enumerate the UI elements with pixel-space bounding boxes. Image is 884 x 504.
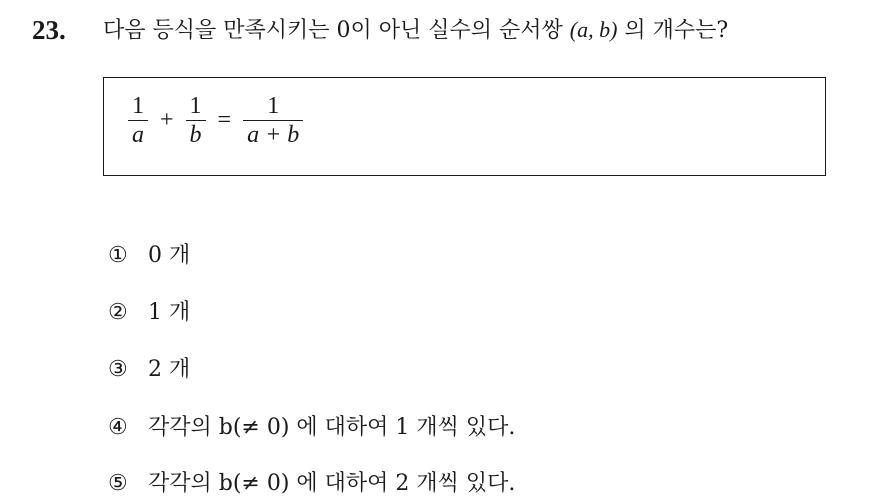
- equals-sign: =: [217, 107, 232, 133]
- option-4[interactable]: [108, 408, 515, 448]
- fraction-2-numerator: 1: [189, 93, 202, 119]
- fraction-3-numerator: 1: [267, 93, 280, 119]
- option-3-marker: ③: [108, 357, 128, 382]
- equation-box: [103, 77, 826, 176]
- option-5-text: 각각의 b(≠ 0) 에 대하여 2 개씩 있다.: [148, 471, 516, 496]
- fraction-1-over-a: [128, 92, 148, 149]
- option-3-text: 2 개: [148, 357, 191, 382]
- fraction-1-over-b: [186, 92, 206, 149]
- fraction-2-denominator: b: [186, 120, 206, 149]
- fraction-1-numerator: 1: [132, 93, 144, 119]
- option-1[interactable]: [108, 236, 190, 276]
- option-1-text: 0 개: [148, 243, 191, 268]
- fraction-1-over-a-plus-b: [243, 92, 303, 149]
- fraction-3-denominator: a + b: [243, 120, 303, 149]
- fraction-1-denominator: a: [128, 120, 148, 149]
- option-2-text: 1 개: [148, 300, 191, 325]
- plus-sign: +: [160, 107, 174, 133]
- option-1-marker: ①: [108, 243, 128, 268]
- question-text: [103, 12, 728, 49]
- equation: [124, 92, 307, 149]
- option-4-marker: ④: [108, 415, 128, 440]
- option-3[interactable]: [108, 350, 190, 390]
- option-5[interactable]: [108, 464, 515, 504]
- question-text-before: 다음 등식을 만족시키는 0이 아닌 실수의 순서쌍: [103, 18, 570, 43]
- option-4-text: 각각의 b(≠ 0) 에 대하여 1 개씩 있다.: [148, 415, 516, 440]
- option-5-marker: ⑤: [108, 471, 128, 496]
- question-text-after: 의 개수는?: [617, 18, 729, 43]
- question-number: 23.: [32, 15, 66, 45]
- option-2-marker: ②: [108, 300, 128, 325]
- option-2[interactable]: [108, 293, 190, 333]
- ordered-pair: (a, b): [569, 17, 618, 42]
